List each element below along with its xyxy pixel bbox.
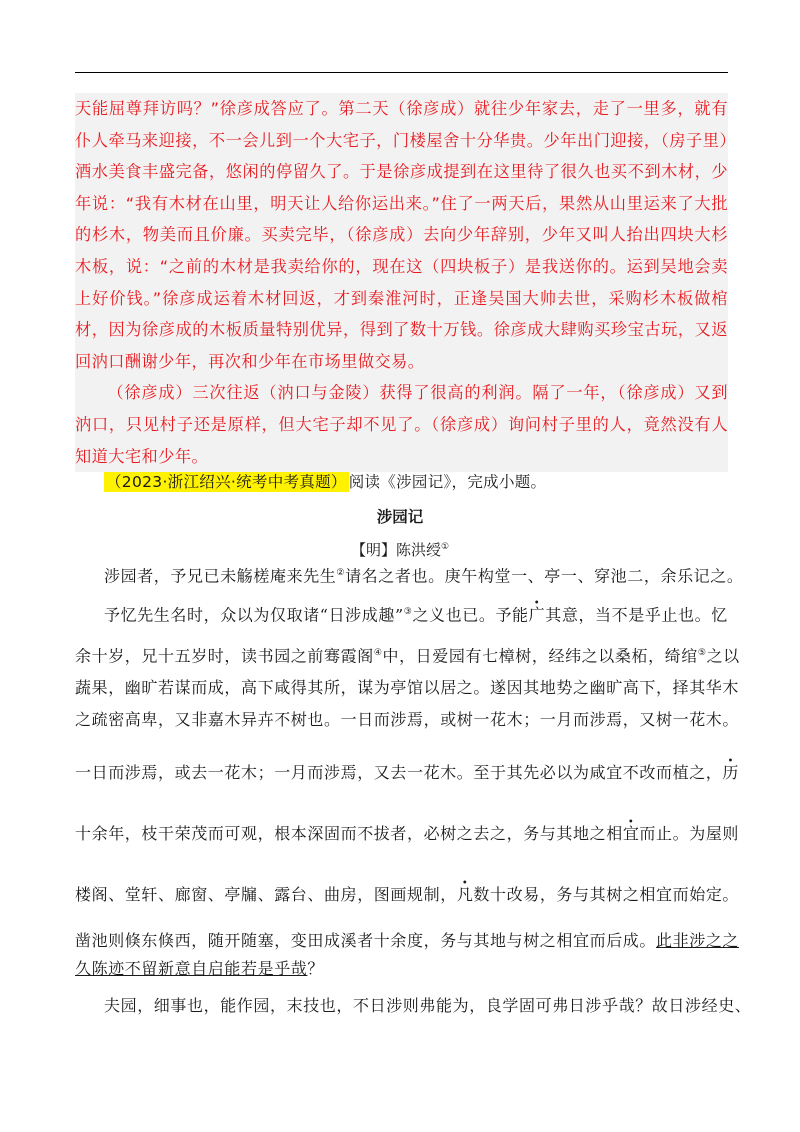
footnote-marker: ③	[403, 607, 413, 617]
passage-text: ？	[307, 959, 325, 978]
passage-text: 中，日爱园有七樟树，经纬之以桑柘，绮绾	[382, 646, 698, 666]
underlined-sentence: 此非涉之之	[656, 931, 740, 950]
author-name: 【明】陈洪绶	[350, 541, 441, 559]
passage-title: 涉园记	[376, 508, 424, 526]
emphasis-char: 宜	[622, 824, 640, 843]
footnote-marker: ⑤	[697, 648, 707, 658]
passage-text: 一日而涉焉，或去一花木；一月而涉焉，又去一花木。至于其先必以为咸宜不改而植之，	[75, 763, 723, 782]
footnote-marker: ①	[440, 542, 450, 552]
translation-line: 口，只见村子还是原样，但大宅子却不见了。（徐彦成）询问村子里的人，竟然没有人知道	[75, 414, 729, 466]
translation-line: 徐彦成运着木材回返，才到秦淮河时，正逢吴国大帅去世，采购杉木板做棺材，因为徐彦成	[75, 288, 728, 340]
footnote-marker: ④	[373, 648, 383, 658]
passage-line	[104, 561, 744, 588]
passage-text: 十余年，枝干荣茂而可观，根本深固而不拔者，必树之去之，务与其地之相	[75, 824, 623, 843]
passage-line	[75, 883, 740, 907]
passage-text: 请名之者也。庚午构堂一、亭一、穿池二，余乐记之。	[345, 566, 744, 586]
passage-line	[75, 929, 740, 953]
passage-line: 夫园，细事也，能作园，末技也，不日涉则弗能为，良学固可弗日涉乎哉？故日涉经史、	[104, 996, 752, 1015]
translation-line: 物美而且价廉。买卖完毕，（徐彦成）去向少年辞别，少年又叫人抬出四块大杉木板，说：	[75, 225, 728, 276]
translation-paragraph	[75, 93, 728, 377]
passage-line	[75, 761, 740, 785]
translation-line: 的木板质量特别优异，得到了数十万钱。徐彦成大肆购买珍宝古玩，又返回汭口酬谢少年，	[75, 320, 728, 371]
passage-text: 其意，当不是乎止也。忆	[545, 605, 728, 625]
passage-line	[75, 641, 740, 668]
underlined-sentence: 久陈迹不留新意自启能若是乎哉	[75, 959, 308, 978]
passage-line	[104, 600, 728, 627]
passage-line	[75, 957, 728, 981]
emphasis-char: 广	[528, 605, 546, 625]
translation-line: 水美食丰盛完备，悠闲的停留久了。于是徐彦成提到在这里待了很久也买不到木材，少年说：	[75, 162, 728, 213]
translation-line: 大宅和少年。	[108, 446, 209, 466]
passage-text: 之义也已。予能	[412, 605, 529, 625]
passage-text: 涉园者，予兄已未觞槎庵来先生	[104, 566, 337, 586]
emphasis-char: 凡	[456, 885, 474, 904]
source-tag: （2023·浙江绍兴·统考中考真题）	[106, 473, 347, 491]
translation-paragraph-2	[75, 377, 728, 472]
passage-text: 予忆先生名时，众以为仅取诸“日涉成趣”	[104, 605, 404, 625]
passage-text: 数十改易，务与其树之相宜而始定。	[473, 885, 740, 904]
translation-line: 再次和少年在市场里做交易。	[208, 351, 425, 371]
passage-line	[75, 822, 740, 846]
translation-line: 人牵马来迎接，不一会儿到一个大宅子，门楼屋舍十分华贵。少年出门迎接，（房子里）酒	[75, 130, 728, 182]
passage-line: 蔬果，幽旷若谋而成，高下咸得其所，谋为亭馆以居之。遂因其地势之幽旷高下，择其华木	[75, 678, 740, 697]
question-prompt	[104, 470, 724, 494]
footnote-marker: ②	[336, 568, 346, 578]
translation-line: 天能屈尊拜访吗？”徐彦成答应了。第二天（徐彦成）就往少年家去，走了一里多，就有仆	[75, 99, 728, 150]
passage-line: 之疏密高卑，又非嘉木异卉不树也。一日而涉焉，或树一花木；一月而涉焉，又树一花木。	[75, 710, 740, 729]
translation-line: （徐彦成）三次往返（汭口与金陵）获得了很高的利润。隔了一年，（徐彦成）又到汭	[75, 383, 728, 434]
translation-block	[75, 93, 728, 472]
passage-author	[0, 536, 800, 561]
passage-text: 凿池则倏东倏西，随开随塞，变田成溪者十余度，务与其地与树之相宜而后成。	[75, 931, 657, 950]
translation-line: “之前的木材是我卖给你的，现在这（四块板子）是我送你的。运到吴地会卖上好价钱。”	[75, 256, 729, 308]
passage-text: 之以	[706, 646, 740, 666]
emphasis-char: 历	[722, 763, 740, 782]
passage-text: 而止。为屋则	[639, 824, 740, 843]
passage-text: 楼阁、堂轩、廊窗、亭牖、露台、曲房，图画规制，	[75, 885, 457, 904]
question-instruction: 阅读《涉园记》，完成小题。	[348, 473, 547, 491]
header-rule	[75, 72, 728, 73]
translation-line: “我有木材在山里，明天让人给你运出来。”住了一两天后，果然从山里运来了大批的杉木，	[75, 193, 728, 245]
passage-text: 余十岁，兄十五岁时，读书园之前骞霞阁	[75, 646, 374, 666]
